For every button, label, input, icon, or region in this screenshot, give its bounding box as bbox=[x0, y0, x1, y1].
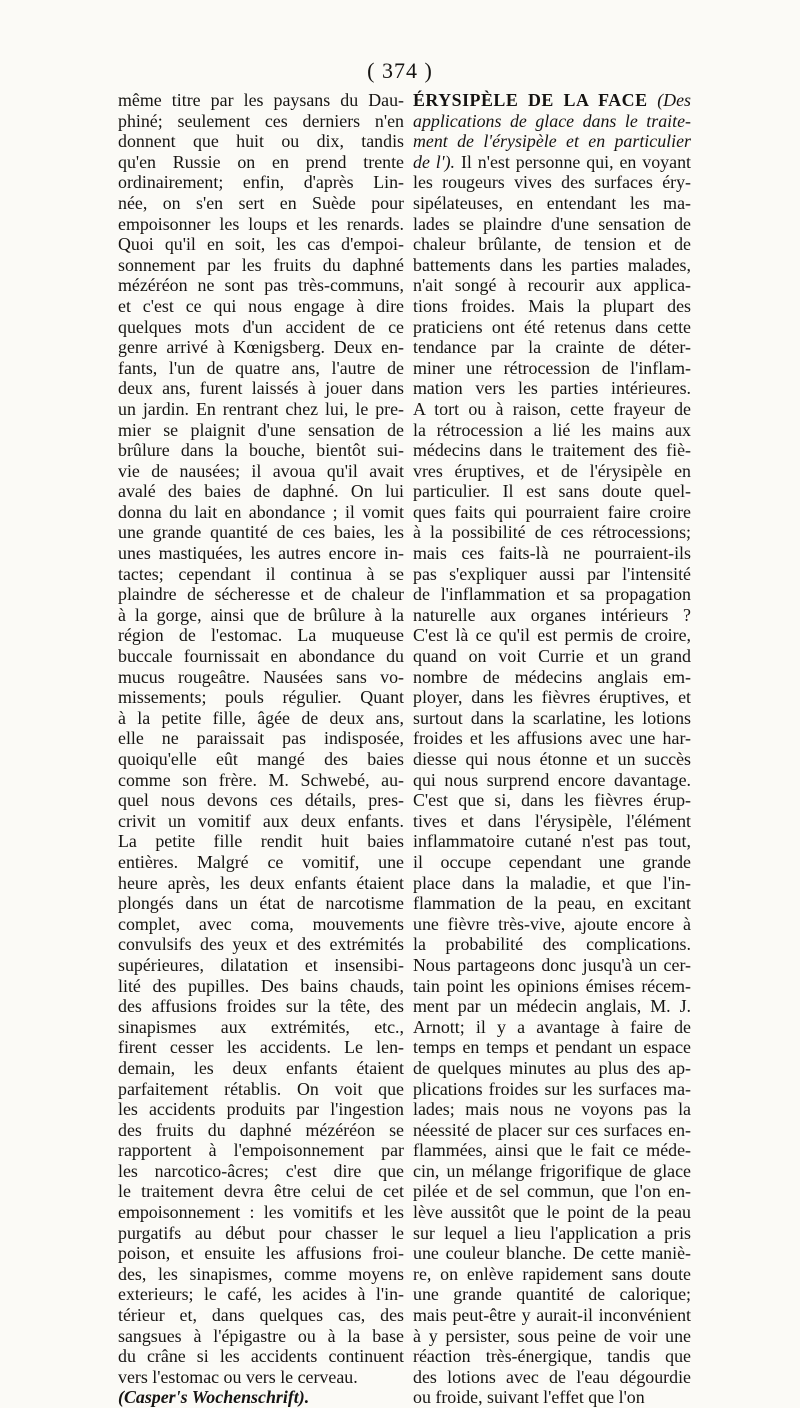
text-line: à la petite fille, âgée de deux ans, bbox=[118, 707, 404, 728]
text-line: il occupe cependant une grande bbox=[413, 851, 691, 872]
text-line: plaindre de sécheresse et de chaleur bbox=[118, 584, 404, 605]
text-line: exterieurs; le café, les acides à l'in- bbox=[118, 1284, 404, 1305]
text-line: médecins dans le traitement des fiè- bbox=[413, 440, 691, 461]
text-line: parfaitement rétablis. On voit que bbox=[118, 1078, 404, 1099]
text-line: battements dans les parties malades, bbox=[413, 254, 691, 275]
text-line: temps en temps et pendant un espace bbox=[413, 1037, 691, 1058]
text-line: firent cesser les accidents. Le len- bbox=[118, 1037, 404, 1058]
text-line: plications froides sur les surfaces ma- bbox=[413, 1078, 691, 1099]
text-line: ques faits qui pourraient faire croire bbox=[413, 501, 691, 522]
text-line: quand on voit Currie et un grand bbox=[413, 646, 691, 667]
text-line: place dans la maladie, et que l'in- bbox=[413, 872, 691, 893]
text-line: A tort ou à raison, cette frayeur de bbox=[413, 398, 691, 419]
text-line: surtout dans la scarlatine, les lotions bbox=[413, 707, 691, 728]
page-number: ( 374 ) bbox=[367, 58, 433, 83]
text-line: une fièvre très-vive, ajoute encore à bbox=[413, 913, 691, 934]
text-line: flammées, ainsi que le fait ce méde- bbox=[413, 1140, 691, 1161]
text-line: mézéréon ne sont pas très-communs, bbox=[118, 275, 404, 296]
text-line: lité des pupilles. Des bains chauds, bbox=[118, 975, 404, 996]
text-line: de l'inflammation et sa propagation bbox=[413, 584, 691, 605]
text-line: ÉRYSIPÈLE DE LA FACE (Des bbox=[413, 90, 691, 110]
text-line: sangsues à l'épigastre ou à la base bbox=[118, 1325, 404, 1346]
text-line: cin, un mélange frigorifique de glace bbox=[413, 1160, 691, 1181]
text-line: rapportent à l'empoisonnement par bbox=[118, 1140, 404, 1161]
text-line: buccale fournissait en abondance du bbox=[118, 646, 404, 667]
text-line: tions froides. Mais la plupart des bbox=[413, 295, 691, 316]
text-line: tain point les opinions émises récem- bbox=[413, 975, 691, 996]
text-line: elle ne paraissait pas indisposée, bbox=[118, 728, 404, 749]
text-line: demain, les deux enfants étaient bbox=[118, 1057, 404, 1078]
text-line: une grande quantité de calorique; bbox=[413, 1284, 691, 1305]
text-line: Nous partageons donc jusqu'à un cer- bbox=[413, 954, 691, 975]
text-line: lades se plaindre d'une sensation de bbox=[413, 213, 691, 234]
text-line: ordinairement; enfin, d'après Lin- bbox=[118, 172, 404, 193]
text-line: à y persister, sous peine de voir une bbox=[413, 1325, 691, 1346]
text-line: des fruits du daphné mézéréon se bbox=[118, 1119, 404, 1140]
text-line: miner une rétrocession de l'inflam- bbox=[413, 357, 691, 378]
text-line: des affusions froides sur la tête, des bbox=[118, 996, 404, 1017]
text-line: inflammatoire cutané n'est pas tout, bbox=[413, 831, 691, 852]
text-line: praticiens ont été retenus dans cette bbox=[413, 316, 691, 337]
text-line: des, les sinapismes, comme moyens bbox=[118, 1263, 404, 1284]
text-line: deux ans, furent laissés à jouer dans bbox=[118, 378, 404, 399]
text-line: une couleur blanche. De cette maniè- bbox=[413, 1243, 691, 1264]
text-line: née, on s'en sert en Suède pour bbox=[118, 192, 404, 213]
text-line: supérieures, dilatation et insensibi- bbox=[118, 954, 404, 975]
text-line: quelques mots d'un accident de ce bbox=[118, 316, 404, 337]
text-line: les accidents produits par l'ingestion bbox=[118, 1099, 404, 1120]
text-line: des lotions avec de l'eau dégourdie bbox=[413, 1366, 691, 1387]
text-line: ployer, dans les fièvres éruptives, et bbox=[413, 687, 691, 708]
text-line: mation vers les parties intérieures. bbox=[413, 378, 691, 399]
text-line: crivit un vomitif aux deux enfants. bbox=[118, 810, 404, 831]
text-line: quoiqu'elle eût mangé des baies bbox=[118, 749, 404, 769]
right-text-column bbox=[413, 90, 691, 1408]
text-line: (Casper's Wochenschrift). bbox=[118, 1387, 310, 1408]
text-line: du crâne si les accidents continuent bbox=[118, 1346, 404, 1367]
text-line: Quoi qu'il en soit, les cas d'empoi- bbox=[118, 234, 404, 255]
text-line: sonnement par les fruits du daphné bbox=[118, 254, 404, 275]
text-line: donnent que huit ou dix, tandis bbox=[118, 131, 404, 152]
text-line: une grande quantité de ces baies, les bbox=[118, 522, 404, 543]
text-line: complet, avec coma, mouvements bbox=[118, 913, 404, 934]
text-line: et c'est ce qui nous engage à dire bbox=[118, 295, 404, 316]
text-line: mais ces faits-là ne pourraient-ils bbox=[413, 543, 691, 564]
text-line: tives et dans l'érysipèle, l'élément bbox=[413, 810, 691, 831]
text-line: genre arrivé à Kœnigsberg. Deux en- bbox=[118, 337, 404, 358]
text-line: Arnott; il y a avantage à faire de bbox=[413, 1016, 691, 1037]
text-line: particulier. Il est sans doute quel- bbox=[413, 481, 691, 502]
text-line: C'est que si, dans les fièvres érup- bbox=[413, 790, 691, 811]
text-line: vres éruptives, et de l'érysipèle en bbox=[413, 460, 691, 481]
text-line: mucus rougeâtre. Nausées sans vo- bbox=[118, 666, 404, 687]
text-line: la probabilité des complications. bbox=[413, 934, 691, 955]
text-line: comme son frère. M. Schwebé, au- bbox=[118, 769, 404, 790]
text-line: lades; mais nous ne voyons pas la bbox=[413, 1099, 691, 1120]
text-line: froides et les affusions avec une har- bbox=[413, 728, 691, 749]
text-line: la rétrocession a lié les mains aux bbox=[413, 419, 691, 440]
text-line: pas s'expliquer aussi par l'intensité bbox=[413, 563, 691, 584]
text-line: sur lequel a lieu l'application a pris bbox=[413, 1222, 691, 1243]
text-line: poison, et ensuite les affusions froi- bbox=[118, 1243, 404, 1264]
text-line: diesse qui nous étonne et un succès bbox=[413, 749, 691, 769]
text-line: empoisonnement : les vomitifs et les bbox=[118, 1202, 404, 1223]
text-line: heure après, les deux enfants étaient bbox=[118, 872, 404, 893]
text-line: qu'en Russie on en prend trente bbox=[118, 151, 404, 172]
text-line: pilée et de sel commun, que l'on en- bbox=[413, 1181, 691, 1202]
text-line: avalé des baies de daphné. On lui bbox=[118, 481, 404, 502]
text-line: flammation de la peau, en excitant bbox=[413, 893, 691, 914]
text-line: vie de nausées; il avoua qu'il avait bbox=[118, 460, 404, 481]
text-line: entières. Malgré ce vomitif, une bbox=[118, 851, 404, 872]
text-line: ment par un médecin anglais, M. J. bbox=[413, 996, 691, 1017]
text-line: phiné; seulement ces derniers n'en bbox=[118, 110, 404, 131]
text-line: missements; pouls régulier. Quant bbox=[118, 687, 404, 708]
text-line: ment de l'érysipèle et en particulier bbox=[413, 131, 691, 152]
text-line: sipélateuses, en entendant les ma- bbox=[413, 192, 691, 213]
text-line: tendance par la crainte de déter- bbox=[413, 337, 691, 358]
text-line: nombre de médecins anglais em- bbox=[413, 666, 691, 687]
text-line: sinapismes aux extrémités, etc., bbox=[118, 1016, 404, 1037]
text-line: mier se plaignit d'une sensation de bbox=[118, 419, 404, 440]
text-line: vers l'estomac ou vers le cerveau. bbox=[118, 1366, 358, 1387]
text-line: unes mastiquées, les autres encore in- bbox=[118, 543, 404, 564]
text-line: réaction très-énergique, tandis que bbox=[413, 1346, 691, 1367]
left-text-column bbox=[118, 90, 404, 1408]
text-line: n'ait songé à recourir aux applica- bbox=[413, 275, 691, 296]
text-line: re, on enlève rapidement sans doute bbox=[413, 1263, 691, 1284]
text-line: plongés dans un état de narcotisme bbox=[118, 893, 404, 914]
text-line: mais peut-être y aurait-il inconvénient bbox=[413, 1305, 691, 1326]
text-line: néessité de placer sur ces surfaces en- bbox=[413, 1119, 691, 1140]
text-line: région de l'estomac. La muqueuse bbox=[118, 625, 404, 646]
text-line: applications de glace dans le traite- bbox=[413, 110, 691, 131]
text-line: C'est là ce qu'il est permis de croire, bbox=[413, 625, 691, 646]
text-line: les rougeurs vives des surfaces éry- bbox=[413, 172, 691, 193]
text-line: donna du lait en abondance ; il vomit bbox=[118, 501, 404, 522]
text-line: brûlure dans la bouche, bientôt sui- bbox=[118, 440, 404, 461]
text-line: quel nous devons ces détails, pres- bbox=[118, 790, 404, 811]
text-line: fants, l'un de quatre ans, l'autre de bbox=[118, 357, 404, 378]
text-line: térieur et, dans quelques cas, des bbox=[118, 1305, 404, 1326]
text-line: convulsifs des yeux et des extrémités bbox=[118, 934, 404, 955]
text-line: à la gorge, ainsi que de brûlure à la bbox=[118, 604, 404, 625]
text-line: ou froide, suivant l'effet que l'on bbox=[413, 1387, 645, 1408]
text-line: un jardin. En rentrant chez lui, le pre- bbox=[118, 398, 404, 419]
text-line: à la possibilité de ces rétrocessions; bbox=[413, 522, 691, 543]
text-line: lève aussitôt que le point de la peau bbox=[413, 1202, 691, 1223]
text-line: naturelle aux organes intérieurs ? bbox=[413, 604, 691, 625]
text-line: le traitement devra être celui de cet bbox=[118, 1181, 404, 1202]
text-line: purgatifs au début pour chasser le bbox=[118, 1222, 404, 1243]
text-line: tactes; cependant il continua à se bbox=[118, 563, 404, 584]
text-line: qui nous surprend encore davantage. bbox=[413, 769, 691, 790]
text-line: La petite fille rendit huit baies bbox=[118, 831, 404, 852]
text-line: même titre par les paysans du Dau- bbox=[118, 90, 404, 110]
text-line: de l'). Il n'est personne qui, en voyant bbox=[413, 151, 691, 172]
text-line: empoisonner les loups et les renards. bbox=[118, 213, 404, 234]
text-line: chaleur brûlante, de tension et de bbox=[413, 234, 691, 255]
text-line: les narcotico-âcres; c'est dire que bbox=[118, 1160, 404, 1181]
text-line: de quelques minutes au plus des ap- bbox=[413, 1057, 691, 1078]
